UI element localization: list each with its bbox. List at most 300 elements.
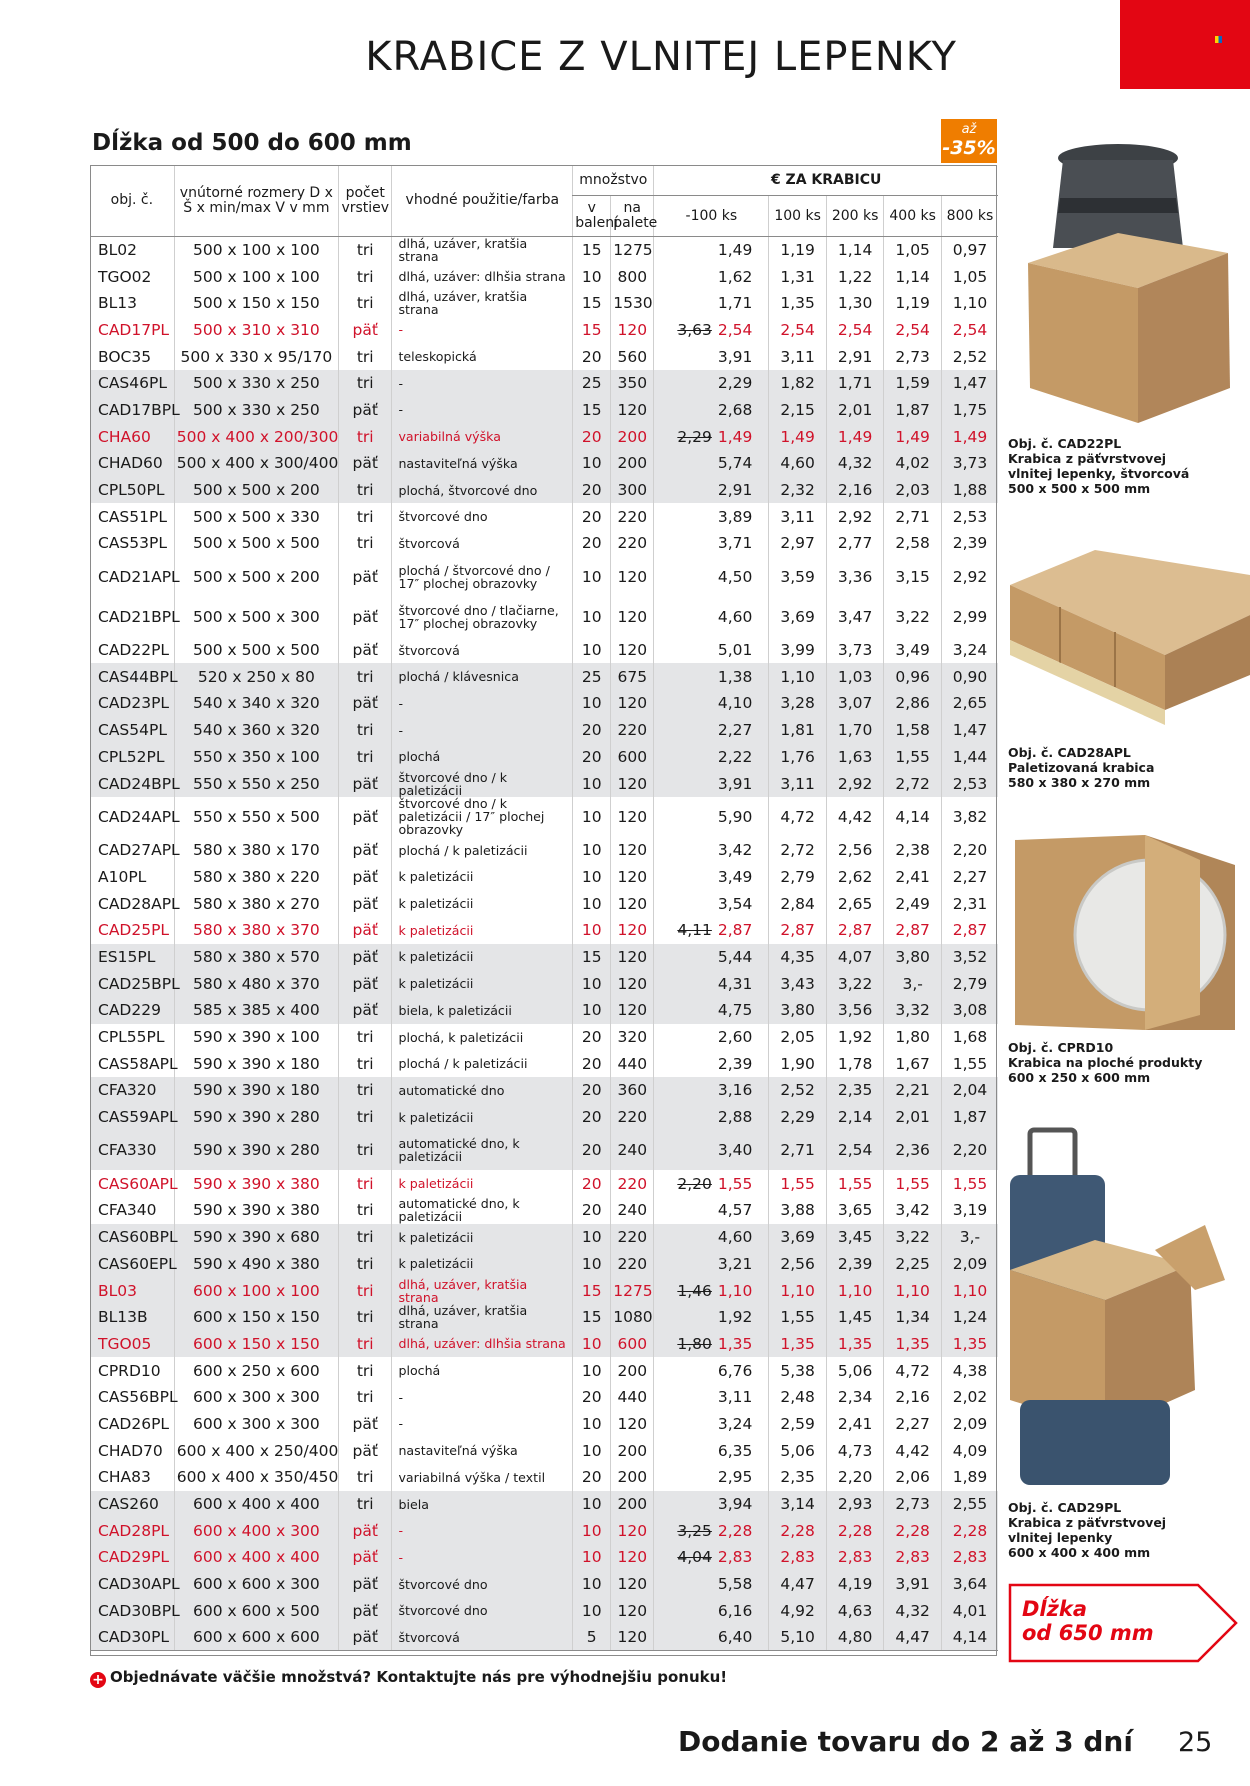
price-q5-cell: 3,24 bbox=[941, 637, 998, 664]
pack-cell: 10 bbox=[573, 597, 611, 637]
code-cell: CFA340 bbox=[98, 1201, 157, 1220]
next-section-line2: od 650 mm bbox=[1022, 1621, 1154, 1645]
pack-cell: 15 bbox=[573, 1304, 611, 1331]
table-row bbox=[90, 637, 998, 664]
price-q2-cell: 3,69 bbox=[769, 597, 827, 637]
pack-cell: 10 bbox=[573, 263, 611, 290]
header-code: obj. č. bbox=[90, 165, 174, 237]
price-q4-cell: 1,58 bbox=[884, 717, 942, 744]
price-q2-cell: 2,28 bbox=[769, 1517, 827, 1544]
code-cell: CAD25BPL bbox=[98, 974, 180, 993]
price-q3-cell: 1,30 bbox=[826, 290, 884, 317]
table-row bbox=[90, 597, 998, 637]
pallet-cell: 120 bbox=[611, 397, 654, 424]
code-cell: CAD30BPL bbox=[98, 1601, 180, 1620]
price-q1-cell bbox=[654, 1277, 769, 1304]
price-q3-cell: 2,92 bbox=[826, 770, 884, 797]
page-title: KRABICE Z VLNITEJ LEPENKY bbox=[365, 34, 957, 80]
pallet-cell: 600 bbox=[611, 744, 654, 771]
pallet-cell: 220 bbox=[611, 1251, 654, 1278]
price-q5-cell: 3,64 bbox=[941, 1571, 998, 1598]
pallet-cell: 1080 bbox=[611, 1304, 654, 1331]
layers-cell: päť bbox=[339, 1411, 392, 1438]
price-q4-cell: 3,91 bbox=[884, 1571, 942, 1598]
pallet-cell: 1530 bbox=[611, 290, 654, 317]
use-cell: štvorcové dno / tlačiarne, 17″ plochej obrazovky bbox=[392, 597, 573, 637]
table-row bbox=[90, 1077, 998, 1104]
bulk-order-note bbox=[90, 1668, 727, 1688]
code-cell: CAD28APL bbox=[98, 894, 180, 913]
price-q3-cell: 1,14 bbox=[826, 237, 884, 264]
table-row bbox=[90, 263, 998, 290]
code-cell: CAS58APL bbox=[98, 1054, 178, 1073]
price-q1-cell: 1,38 bbox=[654, 663, 769, 690]
price-q3-cell: 2,54 bbox=[826, 317, 884, 344]
price-q5-cell: 1,88 bbox=[941, 477, 998, 504]
old-price: 3,25 bbox=[677, 1521, 712, 1540]
layers-cell: tri bbox=[339, 530, 392, 557]
pallet-cell: 240 bbox=[611, 1130, 654, 1170]
use-cell: dlhá, uzáver: dlhšia strana bbox=[392, 263, 573, 290]
price-q5-cell: 2,28 bbox=[941, 1517, 998, 1544]
price-q1-cell: 3,21 bbox=[654, 1251, 769, 1278]
price-q4-cell: 1,10 bbox=[884, 1277, 942, 1304]
price-q2-cell: 2,05 bbox=[769, 1024, 827, 1051]
pack-cell: 10 bbox=[573, 1224, 611, 1251]
price-q4-cell: 1,05 bbox=[884, 237, 942, 264]
code-cell: CHAD60 bbox=[98, 454, 163, 473]
table-row bbox=[90, 744, 998, 771]
price-q1-cell: 2,27 bbox=[654, 717, 769, 744]
price-q1-cell: 3,91 bbox=[654, 770, 769, 797]
pack-cell: 10 bbox=[573, 1597, 611, 1624]
price-q5-cell: 3,82 bbox=[941, 797, 998, 837]
table-row bbox=[90, 917, 998, 944]
dims-cell: 600 x 300 x 300 bbox=[174, 1384, 338, 1411]
use-cell: - bbox=[392, 1544, 573, 1571]
price-q4-cell: 3,22 bbox=[884, 1224, 942, 1251]
table-row bbox=[90, 1464, 998, 1491]
pallet-cell: 120 bbox=[611, 1597, 654, 1624]
use-cell: biela bbox=[392, 1491, 573, 1518]
price-q4-cell: 4,02 bbox=[884, 450, 942, 477]
price-q2-cell: 1,82 bbox=[769, 370, 827, 397]
layers-cell: päť bbox=[339, 637, 392, 664]
pack-cell: 10 bbox=[573, 1517, 611, 1544]
price-q2-cell: 1,55 bbox=[769, 1304, 827, 1331]
pack-cell: 20 bbox=[573, 1050, 611, 1077]
price-q4-cell: 3,42 bbox=[884, 1197, 942, 1224]
price-q2-cell: 1,49 bbox=[769, 423, 827, 450]
price-q4-cell: 2,03 bbox=[884, 477, 942, 504]
price-q3-cell: 4,42 bbox=[826, 797, 884, 837]
code-cell: BL03 bbox=[98, 1281, 137, 1300]
pack-cell: 10 bbox=[573, 1357, 611, 1384]
old-price: 3,63 bbox=[677, 320, 712, 339]
pallet-cell: 120 bbox=[611, 557, 654, 597]
new-price: 1,35 bbox=[717, 1334, 753, 1353]
layers-cell: tri bbox=[339, 717, 392, 744]
price-q4-cell: 1,67 bbox=[884, 1050, 942, 1077]
new-price: 1,55 bbox=[717, 1174, 753, 1193]
price-q1-cell: 3,94 bbox=[654, 1491, 769, 1518]
price-q5-cell: 2,52 bbox=[941, 343, 998, 370]
price-q5-cell: 2,92 bbox=[941, 557, 998, 597]
use-cell: - bbox=[392, 1411, 573, 1438]
price-q1-cell: 6,35 bbox=[654, 1437, 769, 1464]
code-cell: CAD21BPL bbox=[98, 607, 180, 626]
pack-cell: 10 bbox=[573, 450, 611, 477]
price-q1-cell: 6,40 bbox=[654, 1624, 769, 1651]
dims-cell: 500 x 330 x 250 bbox=[174, 397, 338, 424]
layers-cell: tri bbox=[339, 1304, 392, 1331]
price-q3-cell: 4,63 bbox=[826, 1597, 884, 1624]
layers-cell: päť bbox=[339, 970, 392, 997]
caption-line: Obj. č. CAD28APL bbox=[1008, 745, 1131, 760]
price-q4-cell: 4,32 bbox=[884, 1597, 942, 1624]
pallet-cell: 120 bbox=[611, 997, 654, 1024]
table-row bbox=[90, 1544, 998, 1571]
use-cell: dlhá, uzáver, kratšia strana bbox=[392, 237, 573, 264]
price-q1-cell: 1,71 bbox=[654, 290, 769, 317]
price-q1-cell: 5,74 bbox=[654, 450, 769, 477]
price-q3-cell: 2,93 bbox=[826, 1491, 884, 1518]
layers-cell: tri bbox=[339, 1357, 392, 1384]
use-cell: variabilná výška / textil bbox=[392, 1464, 573, 1491]
use-cell: teleskopická bbox=[392, 343, 573, 370]
caption-line: 600 x 250 x 600 mm bbox=[1008, 1070, 1151, 1085]
table-row bbox=[90, 1304, 998, 1331]
price-q2-cell: 2,54 bbox=[769, 317, 827, 344]
table-row bbox=[90, 997, 998, 1024]
dims-cell: 600 x 250 x 600 bbox=[174, 1357, 338, 1384]
dims-cell: 580 x 480 x 370 bbox=[174, 970, 338, 997]
price-q5-cell: 2,65 bbox=[941, 690, 998, 717]
price-q5-cell: 1,47 bbox=[941, 370, 998, 397]
use-cell: plochá / k paletizácii bbox=[392, 837, 573, 864]
pallet-cell: 120 bbox=[611, 637, 654, 664]
pack-cell: 10 bbox=[573, 997, 611, 1024]
pack-cell: 20 bbox=[573, 1077, 611, 1104]
price-q5-cell: 4,38 bbox=[941, 1357, 998, 1384]
dims-cell: 590 x 390 x 280 bbox=[174, 1104, 338, 1131]
price-q5-cell: 1,49 bbox=[941, 423, 998, 450]
pallet-cell: 120 bbox=[611, 1544, 654, 1571]
use-cell: štvorcové dno / k paletizácii / 17″ plochej obrazovky bbox=[392, 797, 573, 837]
price-q4-cell: 2,72 bbox=[884, 770, 942, 797]
pallet-cell: 600 bbox=[611, 1331, 654, 1358]
price-q2-cell: 4,47 bbox=[769, 1571, 827, 1598]
layers-cell: tri bbox=[339, 370, 392, 397]
code-cell: TGO05 bbox=[98, 1334, 152, 1353]
pack-cell: 10 bbox=[573, 837, 611, 864]
price-q3-cell: 2,20 bbox=[826, 1464, 884, 1491]
price-q3-cell: 2,92 bbox=[826, 503, 884, 530]
price-q4-cell: 2,86 bbox=[884, 690, 942, 717]
price-q1-cell: 4,31 bbox=[654, 970, 769, 997]
table-row bbox=[90, 944, 998, 971]
layers-cell: tri bbox=[339, 343, 392, 370]
price-q3-cell: 1,71 bbox=[826, 370, 884, 397]
code-cell: CAS51PL bbox=[98, 507, 167, 526]
use-cell: štvorcová bbox=[392, 637, 573, 664]
price-q3-cell: 4,73 bbox=[826, 1437, 884, 1464]
dims-cell: 590 x 390 x 280 bbox=[174, 1130, 338, 1170]
layers-cell: tri bbox=[339, 1050, 392, 1077]
dims-cell: 600 x 400 x 250/400 bbox=[174, 1437, 338, 1464]
price-q2-cell: 1,35 bbox=[769, 290, 827, 317]
price-q4-cell: 3,80 bbox=[884, 944, 942, 971]
dims-cell: 550 x 350 x 100 bbox=[174, 744, 338, 771]
layers-cell: tri bbox=[339, 1024, 392, 1051]
price-q1-cell: 3,89 bbox=[654, 503, 769, 530]
dims-cell: 600 x 600 x 600 bbox=[174, 1624, 338, 1651]
pack-cell: 20 bbox=[573, 423, 611, 450]
pack-cell: 20 bbox=[573, 1024, 611, 1051]
price-q4-cell: 1,14 bbox=[884, 263, 942, 290]
pack-cell: 15 bbox=[573, 317, 611, 344]
table-row bbox=[90, 503, 998, 530]
layers-cell: päť bbox=[339, 1517, 392, 1544]
table-row bbox=[90, 317, 998, 344]
use-cell: štvorcové dno bbox=[392, 1597, 573, 1624]
price-q1-cell bbox=[654, 1544, 769, 1571]
price-q4-cell: 2,25 bbox=[884, 1251, 942, 1278]
price-q2-cell: 5,06 bbox=[769, 1437, 827, 1464]
price-q4-cell: 2,38 bbox=[884, 837, 942, 864]
code-cell: CHA60 bbox=[98, 427, 151, 446]
pack-cell: 10 bbox=[573, 1571, 611, 1598]
price-q4-cell: 2,49 bbox=[884, 890, 942, 917]
price-q4-cell: 2,21 bbox=[884, 1077, 942, 1104]
price-q3-cell: 4,80 bbox=[826, 1624, 884, 1651]
use-cell: dlhá, uzáver, kratšia strana bbox=[392, 290, 573, 317]
product-photo-suitcase-box bbox=[1005, 1130, 1250, 1500]
pack-cell: 10 bbox=[573, 557, 611, 597]
price-q3-cell: 1,03 bbox=[826, 663, 884, 690]
use-cell: plochá bbox=[392, 1357, 573, 1384]
table-row bbox=[90, 1437, 998, 1464]
pallet-cell: 200 bbox=[611, 423, 654, 450]
price-q4-cell: 1,87 bbox=[884, 397, 942, 424]
dims-cell: 580 x 380 x 370 bbox=[174, 917, 338, 944]
layers-cell: tri bbox=[339, 663, 392, 690]
pack-cell: 20 bbox=[573, 343, 611, 370]
pallet-cell: 120 bbox=[611, 797, 654, 837]
price-q1-cell bbox=[654, 917, 769, 944]
table-row bbox=[90, 1571, 998, 1598]
code-cell: CAS46PL bbox=[98, 374, 167, 393]
price-q2-cell: 3,80 bbox=[769, 997, 827, 1024]
price-q5-cell: 2,99 bbox=[941, 597, 998, 637]
dims-cell: 500 x 400 x 200/300 bbox=[174, 423, 338, 450]
price-q3-cell: 3,47 bbox=[826, 597, 884, 637]
price-q1-cell: 6,76 bbox=[654, 1357, 769, 1384]
price-q5-cell: 3,08 bbox=[941, 997, 998, 1024]
price-q2-cell: 2,79 bbox=[769, 864, 827, 891]
price-q3-cell: 1,10 bbox=[826, 1277, 884, 1304]
dims-cell: 600 x 600 x 300 bbox=[174, 1571, 338, 1598]
price-q3-cell: 2,83 bbox=[826, 1544, 884, 1571]
price-q4-cell: 2,73 bbox=[884, 1491, 942, 1518]
price-q2-cell: 3,88 bbox=[769, 1197, 827, 1224]
layers-cell: päť bbox=[339, 917, 392, 944]
price-q4-cell: 3,15 bbox=[884, 557, 942, 597]
price-q4-cell: 4,42 bbox=[884, 1437, 942, 1464]
dims-cell: 500 x 150 x 150 bbox=[174, 290, 338, 317]
use-cell: nastaviteľná výška bbox=[392, 1437, 573, 1464]
pallet-cell: 200 bbox=[611, 1357, 654, 1384]
caption-cad22pl bbox=[1008, 436, 1189, 496]
code-cell: TGO02 bbox=[98, 267, 152, 286]
dims-cell: 600 x 150 x 150 bbox=[174, 1331, 338, 1358]
badge-line1: až bbox=[961, 122, 977, 137]
new-price: 2,28 bbox=[717, 1521, 753, 1540]
price-q5-cell: 1,35 bbox=[941, 1331, 998, 1358]
pallet-cell: 240 bbox=[611, 1197, 654, 1224]
price-q5-cell: 1,05 bbox=[941, 263, 998, 290]
pallet-cell: 350 bbox=[611, 370, 654, 397]
price-q2-cell: 3,69 bbox=[769, 1224, 827, 1251]
code-cell: CAD27APL bbox=[98, 841, 180, 860]
next-section-link[interactable] bbox=[1008, 1583, 1238, 1663]
price-q3-cell: 2,14 bbox=[826, 1104, 884, 1131]
dims-cell: 500 x 100 x 100 bbox=[174, 237, 338, 264]
code-cell: CAS60EPL bbox=[98, 1254, 177, 1273]
price-q5-cell: 1,55 bbox=[941, 1170, 998, 1197]
caption-line: Krabica z päťvrstvovej bbox=[1008, 451, 1167, 466]
pack-cell: 10 bbox=[573, 690, 611, 717]
layers-cell: tri bbox=[339, 423, 392, 450]
layers-cell: tri bbox=[339, 1077, 392, 1104]
price-q2-cell: 2,52 bbox=[769, 1077, 827, 1104]
dims-cell: 500 x 500 x 330 bbox=[174, 503, 338, 530]
badge-line2: -35% bbox=[942, 137, 996, 159]
header-on-pallet: na palete bbox=[611, 196, 654, 237]
caption-cad28apl bbox=[1008, 745, 1154, 790]
price-q2-cell: 2,29 bbox=[769, 1104, 827, 1131]
code-cell: CAD23PL bbox=[98, 694, 170, 713]
table-row bbox=[90, 864, 998, 891]
price-q2-cell: 1,81 bbox=[769, 717, 827, 744]
table-row bbox=[90, 1331, 998, 1358]
table-row bbox=[90, 477, 998, 504]
price-q2-cell: 2,35 bbox=[769, 1464, 827, 1491]
price-q5-cell: 1,10 bbox=[941, 1277, 998, 1304]
price-q3-cell: 2,34 bbox=[826, 1384, 884, 1411]
table-row bbox=[90, 1277, 998, 1304]
layers-cell: päť bbox=[339, 597, 392, 637]
dims-cell: 600 x 400 x 400 bbox=[174, 1544, 338, 1571]
pallet-cell: 120 bbox=[611, 837, 654, 864]
code-cell: CAD29PL bbox=[98, 1548, 170, 1567]
price-q4-cell: 1,49 bbox=[884, 423, 942, 450]
price-q1-cell: 3,24 bbox=[654, 1411, 769, 1438]
use-cell: k paletizácii bbox=[392, 1170, 573, 1197]
product-photo-stool-box bbox=[1008, 138, 1248, 428]
use-cell: - bbox=[392, 317, 573, 344]
price-q4-cell: 2,83 bbox=[884, 1544, 942, 1571]
use-cell: plochá / štvorcové dno / 17″ plochej obrazovky bbox=[392, 557, 573, 597]
price-q2-cell: 3,59 bbox=[769, 557, 827, 597]
use-cell: dlhá, uzáver: dlhšia strana bbox=[392, 1331, 573, 1358]
table-row bbox=[90, 690, 998, 717]
layers-cell: päť bbox=[339, 837, 392, 864]
dims-cell: 500 x 330 x 250 bbox=[174, 370, 338, 397]
layers-cell: päť bbox=[339, 557, 392, 597]
price-q4-cell: 4,47 bbox=[884, 1624, 942, 1651]
price-q5-cell: 2,87 bbox=[941, 917, 998, 944]
layers-cell: päť bbox=[339, 944, 392, 971]
dims-cell: 520 x 250 x 80 bbox=[174, 663, 338, 690]
price-q5-cell: 2,20 bbox=[941, 1130, 998, 1170]
layers-cell: päť bbox=[339, 890, 392, 917]
table-row bbox=[90, 1411, 998, 1438]
table-row bbox=[90, 1024, 998, 1051]
layers-cell: päť bbox=[339, 770, 392, 797]
pallet-cell: 120 bbox=[611, 890, 654, 917]
price-q4-cell: 3,22 bbox=[884, 597, 942, 637]
pack-cell: 20 bbox=[573, 1130, 611, 1170]
caption-line: Krabica na ploché produkty bbox=[1008, 1055, 1203, 1070]
pack-cell: 15 bbox=[573, 397, 611, 424]
price-q2-cell: 1,55 bbox=[769, 1170, 827, 1197]
table-row bbox=[90, 450, 998, 477]
price-q5-cell: 2,09 bbox=[941, 1411, 998, 1438]
layers-cell: tri bbox=[339, 1251, 392, 1278]
price-q3-cell: 4,07 bbox=[826, 944, 884, 971]
table-row bbox=[90, 1491, 998, 1518]
code-cell: CFA320 bbox=[98, 1081, 157, 1100]
table-row bbox=[90, 890, 998, 917]
header-q5: 800 ks bbox=[941, 196, 998, 237]
pallet-cell: 120 bbox=[611, 770, 654, 797]
price-q4-cell: 4,72 bbox=[884, 1357, 942, 1384]
price-q2-cell: 3,11 bbox=[769, 770, 827, 797]
new-price: 2,83 bbox=[717, 1548, 753, 1567]
caption-line: 500 x 500 x 500 mm bbox=[1008, 481, 1151, 496]
price-q1-cell: 5,44 bbox=[654, 944, 769, 971]
price-q2-cell: 2,32 bbox=[769, 477, 827, 504]
layers-cell: tri bbox=[339, 237, 392, 264]
product-photo-pallet-boxes bbox=[1005, 515, 1250, 730]
price-q5-cell: 3,- bbox=[941, 1224, 998, 1251]
dims-cell: 500 x 500 x 300 bbox=[174, 597, 338, 637]
price-q3-cell: 1,22 bbox=[826, 263, 884, 290]
code-cell: CAS56BPL bbox=[98, 1388, 178, 1407]
code-cell: ES15PL bbox=[98, 947, 156, 966]
price-q1-cell: 4,75 bbox=[654, 997, 769, 1024]
use-cell: štvorcová bbox=[392, 1624, 573, 1651]
price-q1-cell: 1,92 bbox=[654, 1304, 769, 1331]
plus-icon: + bbox=[90, 1672, 106, 1688]
layers-cell: tri bbox=[339, 503, 392, 530]
header-per-box: € ZA KRABICU bbox=[654, 165, 998, 196]
pallet-cell: 120 bbox=[611, 690, 654, 717]
price-q2-cell: 1,19 bbox=[769, 237, 827, 264]
price-q3-cell: 4,32 bbox=[826, 450, 884, 477]
dims-cell: 590 x 390 x 680 bbox=[174, 1224, 338, 1251]
layers-cell: päť bbox=[339, 450, 392, 477]
price-q1-cell: 2,88 bbox=[654, 1104, 769, 1131]
pack-cell: 20 bbox=[573, 477, 611, 504]
code-cell: CAS60APL bbox=[98, 1174, 178, 1193]
price-q1-cell: 2,39 bbox=[654, 1050, 769, 1077]
pack-cell: 10 bbox=[573, 864, 611, 891]
dims-cell: 500 x 330 x 95/170 bbox=[174, 343, 338, 370]
pack-cell: 15 bbox=[573, 944, 611, 971]
layers-cell: tri bbox=[339, 1384, 392, 1411]
